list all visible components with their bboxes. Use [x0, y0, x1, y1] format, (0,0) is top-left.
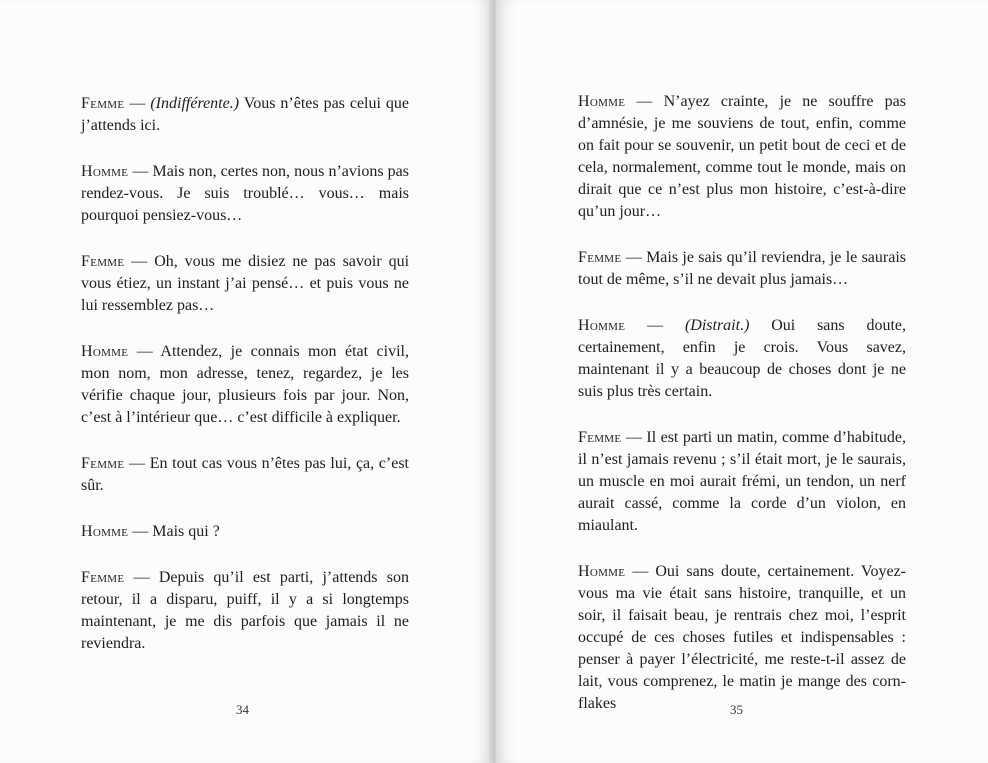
page-number: 34 — [236, 702, 249, 717]
dialogue-paragraph — [81, 521, 409, 543]
speaker-name: Femme — [81, 455, 125, 472]
dialogue-paragraph — [81, 341, 409, 429]
right-page-text — [578, 91, 906, 739]
dialogue-dash: — — [124, 253, 155, 270]
dialogue-paragraph — [81, 251, 409, 317]
dialogue-dash: — — [124, 569, 159, 586]
speaker-name: Homme — [578, 93, 626, 110]
dialogue-dash: — — [124, 95, 151, 112]
dialogue-dash: — — [625, 563, 656, 580]
dialogue-text: N’ayez crainte, je ne souffre pas d’amnésie, je me souviens de tout, enfin, comme on fait pour se souvenir, un petit bout de ceci et de cela, normalement, comme tout le monde, mais on dirait que ce n’est plus mon histoire, c’est-à-dire qu’un jour… — [578, 93, 907, 220]
dialogue-dash: — — [621, 249, 647, 266]
dialogue-text: Mais non, certes non, nous n’avions pas rendez-vous. Je suis troublé… vous… mais pourquoi pensiez-vous… — [81, 163, 409, 224]
dialogue-paragraph — [81, 567, 409, 655]
dialogue-text: Oui sans doute, certainement, enfin je crois. Vous savez, maintenant il y a beaucoup de choses dont je ne suis plus très certain. — [578, 317, 907, 400]
dialogue-dash: — — [621, 429, 647, 446]
speaker-name: Femme — [81, 569, 125, 586]
dialogue-paragraph — [81, 161, 409, 227]
dialogue-text: Mais qui ? — [152, 523, 220, 540]
speaker-name: Femme — [81, 253, 125, 270]
dialogue-dash: — — [124, 455, 150, 472]
speaker-name: Homme — [578, 317, 626, 334]
stage-direction: (Distrait.) — [684, 317, 750, 334]
dialogue-paragraph — [578, 561, 906, 715]
dialogue-dash: — — [128, 343, 161, 360]
speaker-name: Homme — [81, 523, 129, 540]
dialogue-dash: — — [128, 523, 153, 540]
dialogue-text: Depuis qu’il est parti, j’attends son retour, il a disparu, puiff, il y a si longtemps maintenant, je me dis parfois que jamais il ne reviendra. — [81, 569, 409, 652]
dialogue-paragraph — [578, 427, 906, 537]
left-page — [0, 0, 492, 763]
dialogue-dash: — — [625, 317, 685, 334]
speaker-name: Femme — [578, 429, 622, 446]
speaker-name: Homme — [81, 163, 129, 180]
dialogue-paragraph — [81, 93, 409, 137]
dialogue-text: En tout cas vous n’êtes pas lui, ça, c’est sûr. — [81, 455, 410, 494]
speaker-name: Femme — [578, 249, 622, 266]
dialogue-text: Il est parti un matin, comme d’habitude, il n’est jamais revenu ; s’il était mort, je le saurais, un muscle en moi aurait frémi, un tendon, un nerf aurait cassé, comme la corde d’un violon, en miaulant. — [578, 429, 907, 534]
dialogue-dash: — — [625, 93, 664, 110]
dialogue-dash: — — [128, 163, 153, 180]
page-number: 35 — [730, 702, 743, 717]
dialogue-text: Mais je sais qu’il reviendra, je le saurais tout de même, s’il ne devait plus jamais… — [578, 249, 907, 288]
speaker-name: Femme — [81, 95, 125, 112]
dialogue-text: Oui sans doute, certainement. Voyez-vous ma vie était sans histoire, tranquille, et un soir, il faisait beau, je rentrais chez moi, l’esprit occupé de ces choses futiles et indispensables : penser à payer l’électricité, me reste-t-il assez de lait, vous comprenez, le matin je mange des corn-flakes — [578, 563, 907, 712]
dialogue-text: Attendez, je connais mon état civil, mon nom, mon adresse, tenez, regardez, je les vérifie chaque jour, plusieurs fois par jour. Non, c’est à l’intérieur que… c’est difficile à expliquer. — [81, 343, 409, 426]
stage-direction: (Indifférente.) — [150, 95, 240, 112]
dialogue-paragraph — [578, 91, 906, 223]
dialogue-paragraph — [578, 247, 906, 291]
speaker-name: Homme — [81, 343, 129, 360]
left-page-text — [81, 93, 409, 679]
right-page — [496, 0, 988, 763]
dialogue-text: Vous n’êtes pas celui que j’attends ici. — [81, 95, 410, 134]
dialogue-text: Oh, vous me disiez ne pas savoir qui vous étiez, un instant j’ai pensé… et puis vous ne lui ressemblez pas… — [81, 253, 410, 314]
speaker-name: Homme — [578, 563, 626, 580]
dialogue-paragraph — [81, 453, 409, 497]
dialogue-paragraph — [578, 315, 906, 403]
